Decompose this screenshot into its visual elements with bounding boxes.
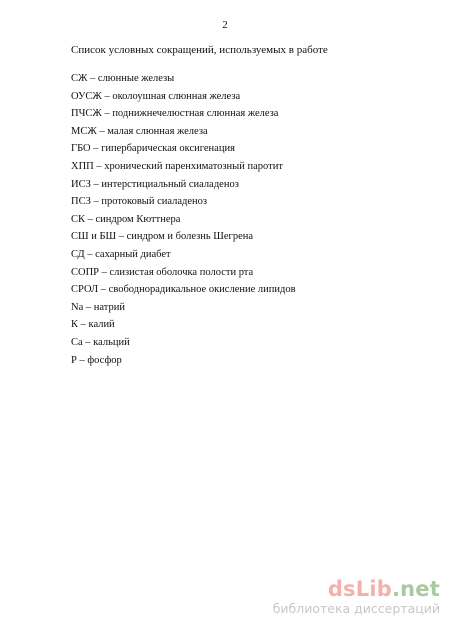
abbreviation-item: ОУСЖ – околоушная слюнная железа: [71, 90, 241, 102]
abbreviation-item: ИСЗ – интерстициальный сиаладеноз: [71, 178, 239, 190]
abbreviation-item: СШ и БШ – синдром и болезнь Шегрена: [71, 231, 254, 243]
abbreviation-item: СЖ – слюнные железы: [71, 73, 175, 84]
logo-part-net: .net: [391, 577, 440, 601]
abbreviation-item: Ca – кальций: [71, 336, 130, 348]
abbreviation-item: Р – фосфор: [71, 354, 122, 366]
abbreviation-item: ГБО – гипербарическая оксигенация: [71, 143, 235, 155]
abbreviation-item: СК – синдром Кюттнера: [71, 213, 181, 225]
abbreviation-item: МСЖ – малая слюнная железа: [71, 125, 208, 137]
dslib-watermark: [273, 578, 440, 616]
watermark-tagline: библиотека диссертаций: [272, 601, 440, 616]
abbreviation-item: ПЧСЖ – поднижнечелюстная слюнная железа: [71, 108, 279, 120]
abbreviation-item: ПСЗ – протоковый сиаладеноз: [71, 196, 208, 208]
abbreviation-item: СРОЛ – свободнорадикальное окисление липидов: [71, 284, 296, 296]
abbreviation-item: ХПП – хронический паренхиматозный паротит: [71, 160, 283, 172]
abbreviation-item: К – калий: [71, 319, 115, 331]
abbreviations-list: [71, 70, 296, 369]
abbreviation-item: СОПР – слизистая оболочка полости рта: [71, 266, 254, 278]
page-number: 2: [222, 19, 228, 31]
dslib-logo: [273, 578, 440, 600]
abbreviation-item: Na – натрий: [71, 301, 125, 313]
abbreviations-title: Список условных сокращений, используемых в работе: [71, 44, 328, 56]
logo-part-dslib: dsLib: [327, 577, 392, 601]
abbreviation-item: СД – сахарный диабет: [71, 248, 171, 260]
